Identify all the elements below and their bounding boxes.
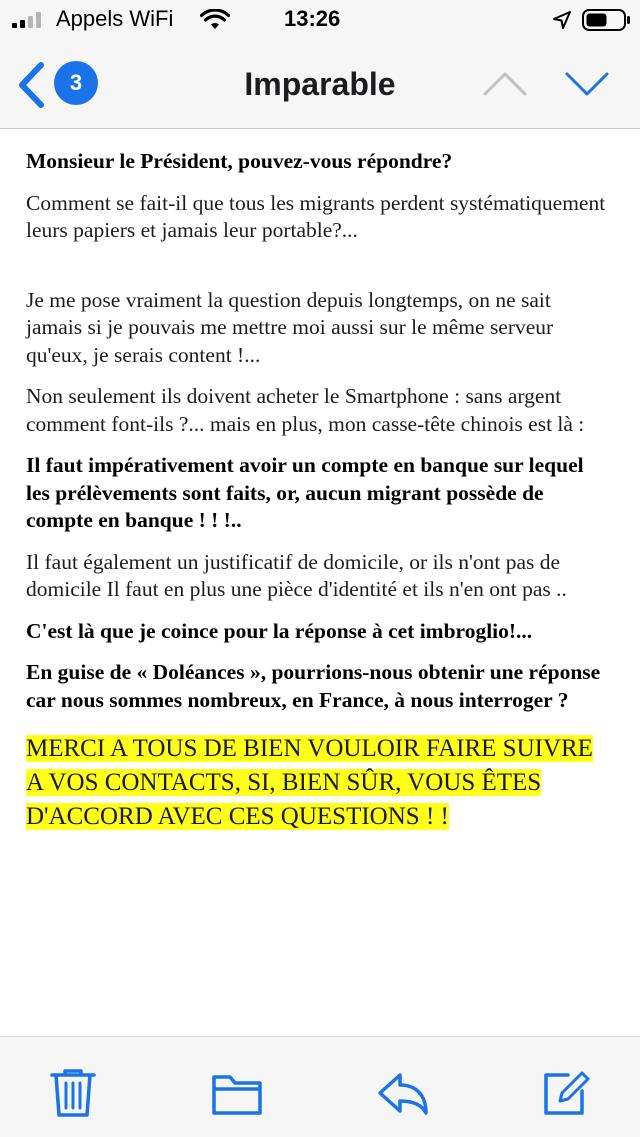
folder-icon[interactable] xyxy=(210,1067,264,1119)
next-message-icon[interactable] xyxy=(564,66,610,102)
message-paragraph: Il faut également un justificatif de domicile, or ils n'ont pas de domicile Il faut en plus une pièce d'identité et ils n'en ont pas .. xyxy=(26,549,567,601)
previous-message-icon[interactable] xyxy=(482,66,528,102)
message-paragraph: Je me pose vraiment la question depuis longtemps, on ne sait jamais si je pouvais me mettre moi aussi sur le même serveur qu'eux, je serais content !... xyxy=(26,287,554,367)
message-bold-paragraph: C'est là que je coince pour la réponse à cet imbroglio!... xyxy=(26,618,533,643)
message-heading: Monsieur le Président, pouvez-vous répondre? xyxy=(26,149,453,173)
unread-count-badge[interactable]: 3 xyxy=(54,61,98,105)
message-body xyxy=(26,148,606,848)
reply-icon[interactable] xyxy=(376,1067,430,1119)
trash-icon[interactable] xyxy=(46,1067,100,1119)
carrier-label: Appels WiFi xyxy=(56,6,174,31)
back-chevron-icon[interactable] xyxy=(14,60,48,110)
wifi-icon xyxy=(200,9,230,31)
status-bar xyxy=(0,0,640,42)
message-question: Comment se fait-il que tous les migrants perdent systématiquement leurs papiers et jamais leur portable?... xyxy=(26,190,606,242)
compose-icon[interactable] xyxy=(538,1067,592,1119)
message-paragraph: Non seulement ils doivent acheter le Smartphone : sans argent comment font-ils ?... mais en plus, mon casse-tête chinois est là : xyxy=(26,384,585,436)
bottom-toolbar xyxy=(0,1036,640,1137)
navigation-bar xyxy=(0,42,640,129)
message-bold-paragraph: En guise de « Doléances », pourrions-nous obtenir une réponse car nous sommes nombreux, en France, à nous interroger ? xyxy=(26,660,601,712)
page-title: Imparable xyxy=(244,66,396,102)
battery-icon xyxy=(582,9,632,31)
highlighted-appeal: MERCI A TOUS DE BIEN VOULOIR FAIRE SUIVRE A VOS CONTACTS, SI, BIEN SÛR, VOUS ÊTES D'ACCORD AVEC CES QUESTIONS ! ! xyxy=(26,735,593,830)
message-bold-paragraph: Il faut impérativement avoir un compte en banque sur lequel les prélèvements sont faits, or, aucun migrant possède de compte en banque ! ! !.. xyxy=(26,453,584,532)
signal-icon xyxy=(12,12,48,28)
clock: 13:26 xyxy=(284,6,341,31)
location-arrow-icon xyxy=(552,10,572,30)
